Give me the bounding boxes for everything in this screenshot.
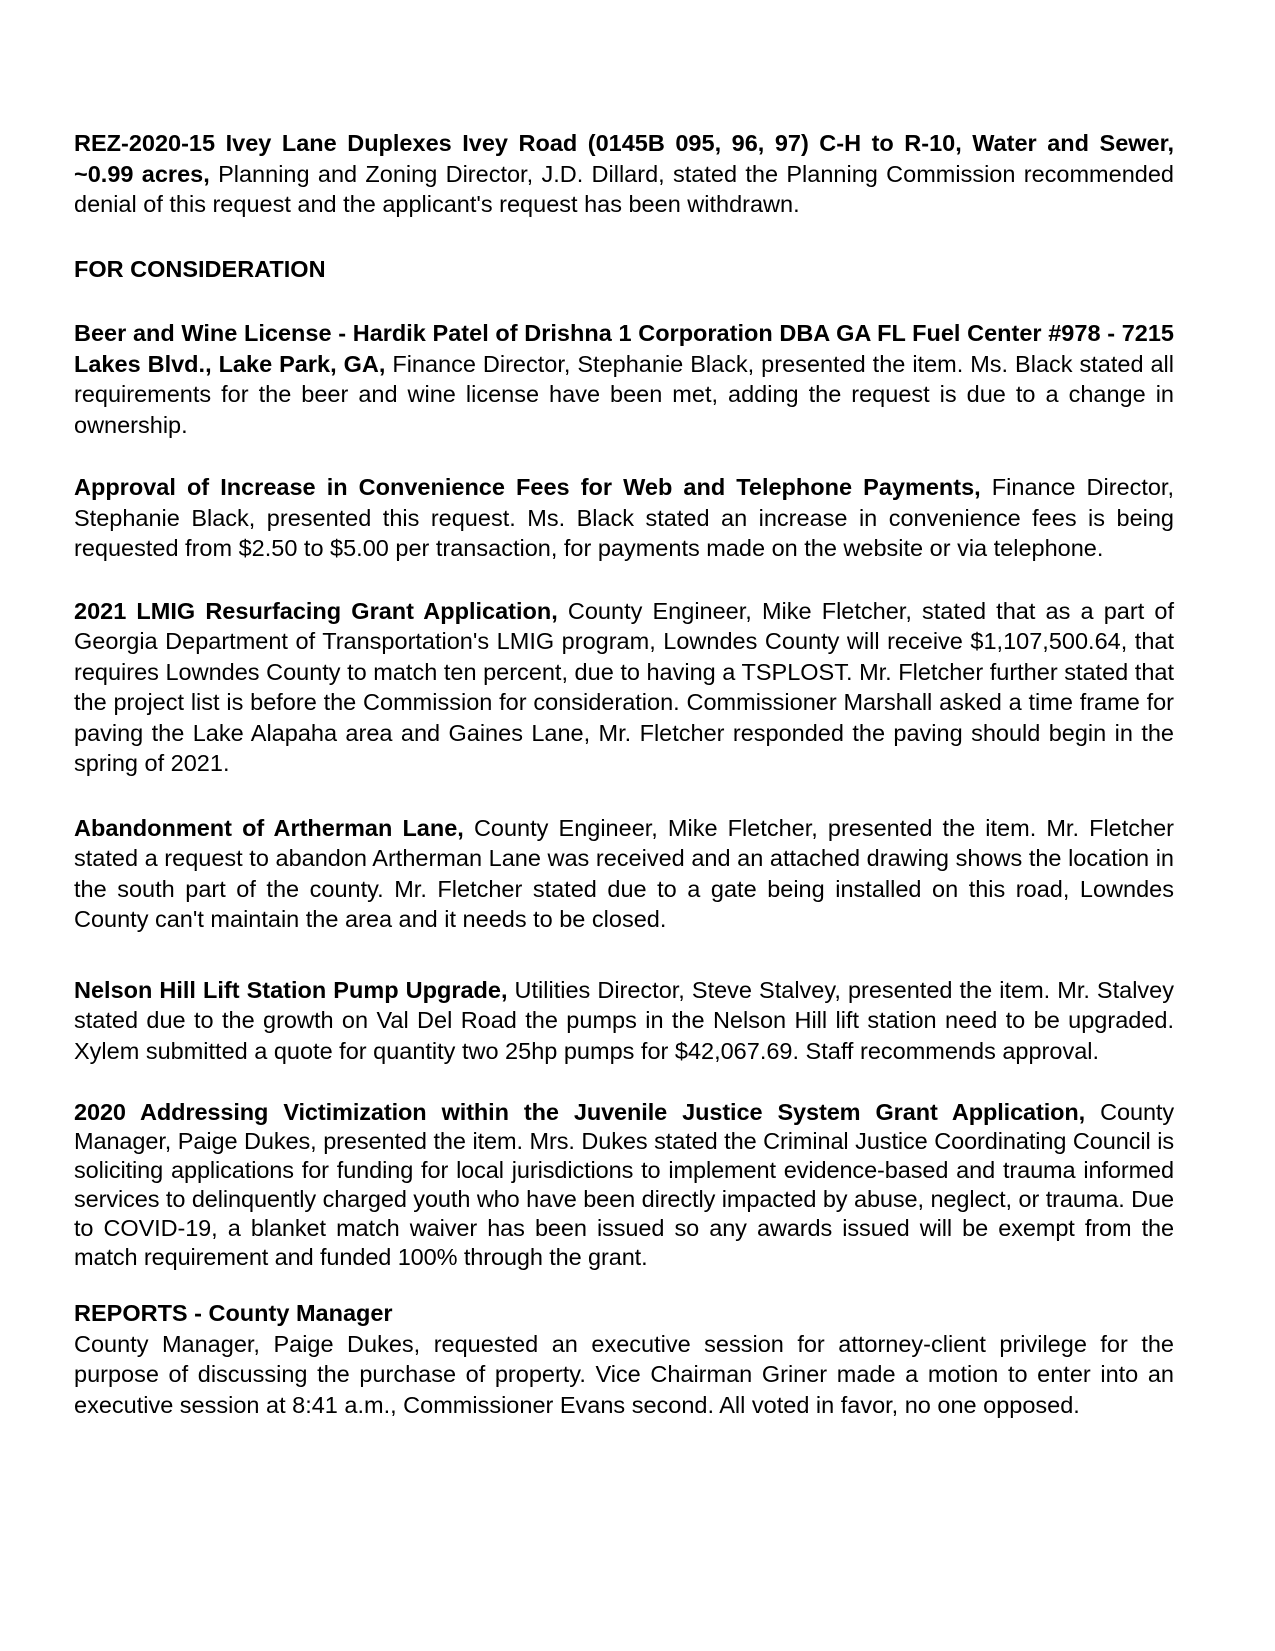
juvenile-justice-grant-body: County Manager, Paige Dukes, presented the item. Mrs. Dukes stated the Criminal Justice Coordinating Council is soliciting applications for funding for local jurisdictions to implement evidence-based and trauma informed services to delinquently charged youth who have been directly impacted by abuse, neglect, or trauma. Due to COVID-19, a blanket match waiver has been issued so any awards issued will be exempt from the match requirement and funded 100% through the grant. [74, 1099, 1174, 1270]
beer-wine-license-item [74, 318, 1174, 440]
lmig-grant-title: 2021 LMIG Resurfacing Grant Application, [74, 597, 558, 624]
section-heading-for-consideration: FOR CONSIDERATION [74, 255, 326, 282]
nelson-hill-body: Utilities Director, Steve Stalvey, presented the item. Mr. Stalvey stated due to the growth on Val Del Road the pumps in the Nelson Hill lift station need to be upgraded. Xylem submitted a quote for quantity two 25hp pumps for $42,067.69. Staff recommends approval. [74, 976, 1174, 1064]
beer-wine-license-body: Finance Director, Stephanie Black, presented the item. Ms. Black stated all requirements for the beer and wine license have been met, adding the request is due to a change in ownership. [74, 350, 1175, 438]
lmig-grant-body: County Engineer, Mike Fletcher, stated that as a part of Georgia Department of Transportation's LMIG program, Lowndes County will receive $1,107,500.64, that requires Lowndes County to match ten percent, due to having a TSPLOST. Mr. Fletcher further stated that the project list is before the Commission for consideration. Commissioner Marshall asked a time frame for paving the Lake Alapaha area and Gaines Lane, Mr. Fletcher responded the paving should begin in the spring of 2021. [74, 597, 1174, 776]
document-page [74, 128, 1174, 1420]
nelson-hill-item [74, 975, 1174, 1067]
convenience-fees-title: Approval of Increase in Convenience Fees for Web and Telephone Payments, [74, 474, 981, 500]
rezoning-item [74, 128, 1174, 220]
juvenile-justice-grant-item [74, 1098, 1174, 1272]
artherman-lane-item [74, 813, 1174, 935]
convenience-fees-body: Finance Director, Stephanie Black, presented this request. Ms. Black stated an increase in convenience fees is being requested from $2.50 to $5.00 per transaction, for payments made on the website or via telephone. [74, 474, 1174, 561]
rezoning-item-title: REZ-2020-15 Ivey Lane Duplexes Ivey Road (0145B 095, 96, 97) C-H to R-10, Water and Sewer, ~0.99 acres, [74, 130, 1174, 187]
rezoning-item-body: Planning and Zoning Director, J.D. Dillard, stated the Planning Commission recommended denial of this request and the applicant's request has been withdrawn. [74, 160, 1174, 217]
artherman-lane-title: Abandonment of Artherman Lane, [74, 814, 464, 841]
artherman-lane-body: County Engineer, Mike Fletcher, presented the item. Mr. Fletcher stated a request to abandon Artherman Lane was received and an attached drawing shows the location in the south part of the county. Mr. Fletcher stated due to a gate being installed on this road, Lowndes County can't maintain the area and it needs to be closed. [74, 814, 1174, 932]
reports-heading: REPORTS - County Manager [74, 1300, 393, 1326]
lmig-grant-item [74, 596, 1174, 779]
juvenile-justice-grant-title: 2020 Addressing Victimization within the Juvenile Justice System Grant Application, [74, 1099, 1086, 1125]
reports-body: County Manager, Paige Dukes, requested an executive session for attorney-client privilege for the purpose of discussing the purchase of property. Vice Chairman Griner made a motion to enter into an executive session at 8:41 a.m., Commissioner Evans second. All voted in favor, no one opposed. [74, 1330, 1174, 1418]
convenience-fees-item [74, 472, 1174, 564]
nelson-hill-title: Nelson Hill Lift Station Pump Upgrade, [74, 976, 508, 1003]
beer-wine-license-title: Beer and Wine License - Hardik Patel of Drishna 1 Corporation DBA GA FL Fuel Center #978 - 7215 Lakes Blvd., Lake Park, GA, [74, 320, 1174, 377]
